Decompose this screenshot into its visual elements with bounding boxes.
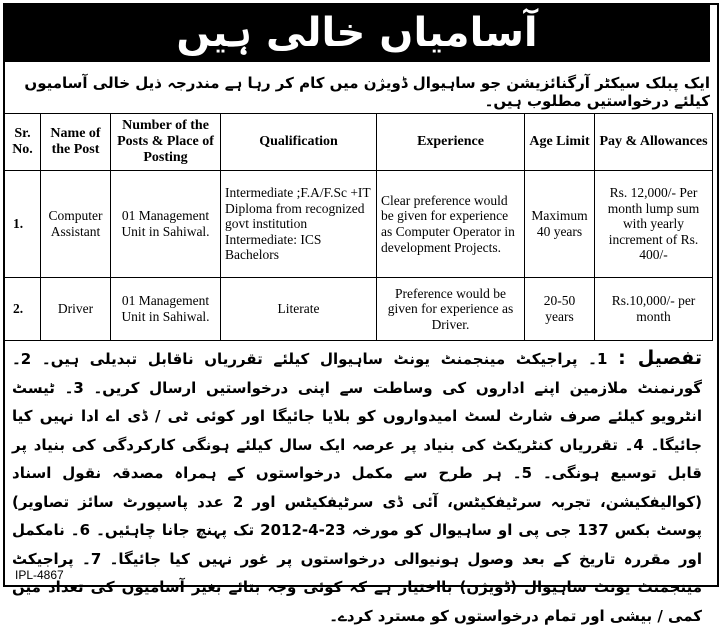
cell-name: Driver (41, 278, 111, 341)
cell-sr: 2. (5, 278, 41, 341)
cell-pay: Rs.10,000/- per month (595, 278, 713, 341)
details-heading: تفصیل : (618, 347, 702, 369)
cell-sr: 1. (5, 171, 41, 278)
header-name: Name of the Post (41, 114, 111, 171)
header-posts: Number of the Posts & Place of Posting (111, 114, 221, 171)
header-experience: Experience (377, 114, 525, 171)
header-sr: Sr. No. (5, 114, 41, 171)
header-age: Age Limit (525, 114, 595, 171)
reference-number: IPL-4867 (15, 568, 64, 582)
cell-qualification: Literate (221, 278, 377, 341)
table-row (5, 171, 713, 278)
banner-title: آسامیاں خالی ہیں (4, 4, 710, 62)
intro-text: ایک پبلک سیکٹر آرگنائزیشن جو ساہیوال ڈویژن میں کام کر رہا ہے مندرجہ ذیل خالی آسامیوں کیلئے درخواستیں مطلوب ہیں۔ (24, 74, 710, 110)
table-row (5, 278, 713, 341)
cell-experience: Clear preference would be given for experience as Computer Operator in development Projects. (377, 171, 525, 278)
cell-qualification: Intermediate ;F.A/F.Sc +IT Diploma from recognized govt institution Intermediate: ICS Bachelors (221, 171, 377, 278)
cell-experience: Preference would be given for experience as Driver. (377, 278, 525, 341)
details-section (12, 344, 702, 630)
details-text: 1۔ پراجیکٹ مینجمنٹ یونٹ ساہیوال کیلئے تقرریاں ناقابل تبدیلی ہیں۔ 2۔ گورنمنٹ ملازمین اپنے اداروں کی وساطت سے اپنی درخواستیں ارسال کریں۔ 3۔ ٹیسٹ انٹرویو کیلئے صرف شارٹ لسٹ امیدواروں کو بلایا جائیگا اور کوئی ٹی / ڈی اے ادا نہیں کیا جائیگا۔ 4۔ تقرریاں کنٹریکٹ کی بنیاد پر عرصہ ایک سال کیلئے ہونگی کارکردگی کی بنیاد پر قابل توسیع ہونگی۔ 5۔ ہر طرح سے مکمل درخواستوں کے ہمراہ مصدقہ نقول اسناد (کوالیفکیشن، تجربہ سرٹیفکیٹس، آئی ڈی سرٹیفکیٹس اور 2 عدد پاسپورٹ سائز تصاویر) پوسٹ بکس 137 جی پی او ساہیوال کو مورخہ 23-4-2012 تک پہنچ جانا چاہئیں۔ 6۔ نامکمل اور مقررہ تاریخ کے بعد وصول ہونیوالی درخواستوں پر غور نہیں کیا جائیگا۔ 7۔ پراجیکٹ مینجمنٹ یونٹ ساہیوال (ڈویژن) بااختیار ہے کہ کوئی وجہ بتائے بغیر آسامیوں کی تعداد میں کمی / بیشی اور تمام درخواستوں کو مسترد کردے۔ (12, 350, 703, 625)
cell-age: Maximum 40 years (525, 171, 595, 278)
header-pay: Pay & Allowances (595, 114, 713, 171)
cell-pay: Rs. 12,000/- Per month lump sum with yearly increment of Rs. 400/- (595, 171, 713, 278)
cell-name: Computer Assistant (41, 171, 111, 278)
cell-posts: 01 Management Unit in Sahiwal. (111, 171, 221, 278)
cell-posts: 01 Management Unit in Sahiwal. (111, 278, 221, 341)
header-qualification: Qualification (221, 114, 377, 171)
vacancies-table (4, 113, 713, 341)
table-header-row (5, 114, 713, 171)
cell-age: 20-50 years (525, 278, 595, 341)
